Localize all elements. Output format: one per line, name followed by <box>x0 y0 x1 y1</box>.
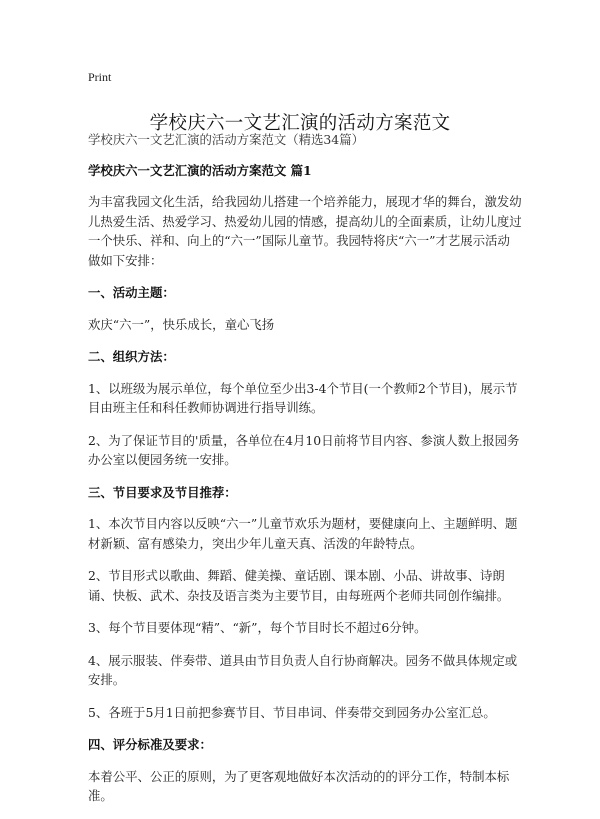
section-paragraph: 2、为了保证节目的'质量，各单位在4月10日前将节目内容、参演人数上报园务办公室以便园务统一安排。 <box>88 432 520 467</box>
section-heading-scoring: 四、评分标准及要求： <box>88 737 212 752</box>
article-heading: 学校庆六一文艺汇演的活动方案范文 篇1 <box>88 162 312 178</box>
document-subtitle: 学校庆六一文艺汇演的活动方案范文（精选34篇） <box>88 132 364 147</box>
section-heading-theme: 一、活动主题： <box>88 285 175 300</box>
section-paragraph: 2、节目形式以歌曲、舞蹈、健美操、童话剧、课本剧、小品、讲故事、诗朗诵、快板、武术、杂技及语言类为主要节目，由每班两个老师共同创作编排。 <box>88 568 510 603</box>
section-paragraph: 4、展示服装、伴奏带、道具由节目负责人自行协商解决。园务不做具体规定或安排。 <box>88 652 518 687</box>
section-paragraph: 本着公平、公正的原则，为了更客观地做好本次活动的的评分工作，特制本标准。 <box>88 768 510 803</box>
article-body <box>88 130 522 819</box>
section-paragraph: 1、以班级为展示单位，每个单位至少出3-4个节目(一个教师2个节目)，展示节目由班主任和科任教师协调进行指导训练。 <box>88 380 518 415</box>
section-paragraph: 1、本次节目内容以反映“六一”儿童节欢乐为题材，要健康向上、主题鲜明、题材新颖、富有感染力，突出少年儿童天真、活泼的年龄特点。 <box>88 516 518 551</box>
page-title: 学校庆六一文艺汇演的活动方案范文 <box>149 113 451 135</box>
section-heading-organization: 二、组织方法： <box>88 349 175 364</box>
section-heading-requirements: 三、节目要求及节目推荐： <box>88 484 237 500</box>
section-paragraph: 欢庆“六一”，快乐成长，童心飞扬 <box>88 316 275 332</box>
section-paragraph: 3、每个节目要体现“精”、“新”，每个节目时长不超过6分钟。 <box>88 620 427 635</box>
print-label: Print <box>88 70 112 84</box>
intro-paragraph: 为丰富我园文化生活，给我园幼儿搭建一个培养能力，展现才华的舞台，激发幼儿热爱生活、热爱学习、热爱幼儿园的情感，提高幼儿的全面素质，让幼儿度过一个快乐、祥和、向上的“六一”国际儿童节。我园特将庆“六一”才艺展示活动做如下安排： <box>88 194 522 268</box>
section-paragraph: 5、各班于5月1日前把参赛节目、节目串词、伴奏带交到园务办公室汇总。 <box>88 704 496 720</box>
